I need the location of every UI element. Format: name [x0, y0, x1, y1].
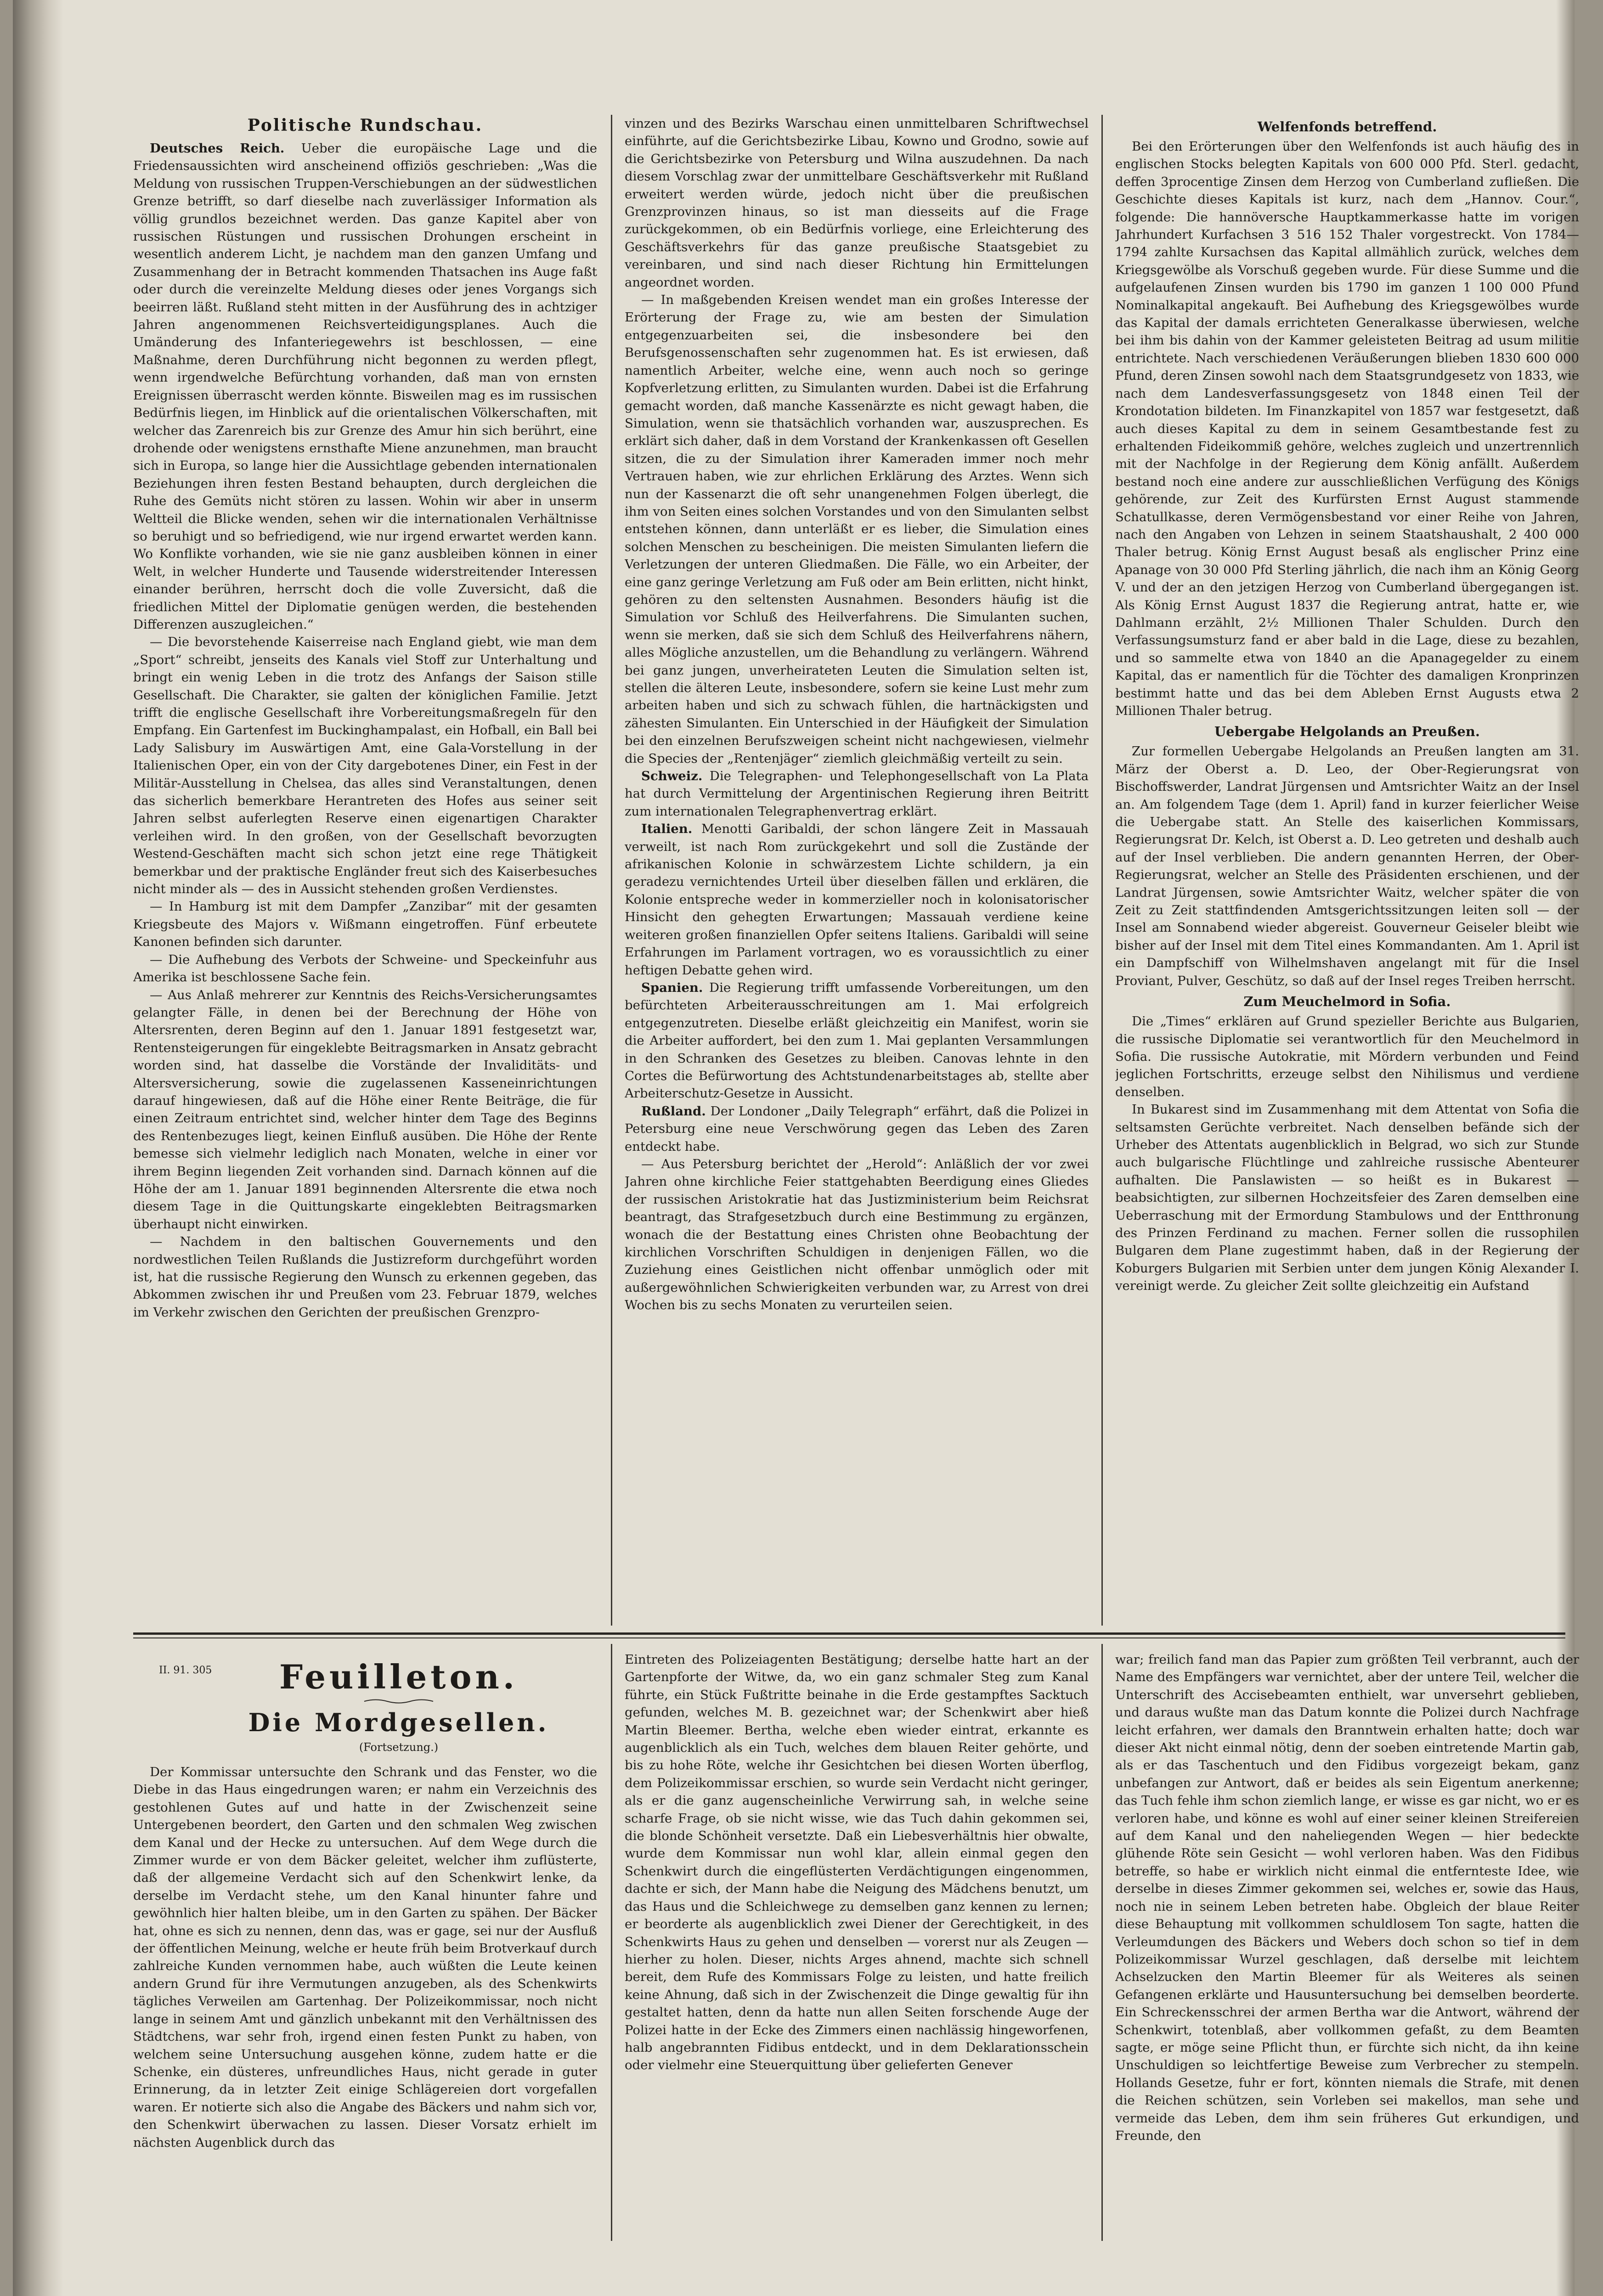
feuilleton-column-2	[625, 1651, 1089, 2225]
column-politics	[133, 115, 597, 1623]
column-divider	[1101, 1644, 1103, 2241]
paragraph	[625, 1103, 1089, 1155]
paragraph: — In Hamburg ist mit dem Dampfer „Zanzibar“ mit der gesamten Kriegsbeute des Majors v. Wißmann eingetroffen. Fünf erbeutete Kanonen befinden sich darunter.	[133, 899, 597, 950]
region-lead: Deutsches Reich.	[150, 141, 285, 156]
paragraph	[625, 979, 1089, 1103]
feuilleton-title: Feuilleton.	[279, 1657, 518, 1696]
paragraph-text: Die Telegraphen- und Telephongesellschaft von La Plata hat durch Vermittelung der Argentinischen Regierung ihren Beitritt zum internationalen Telegraphenvertrag erklärt.	[625, 769, 1089, 819]
paragraph: — Aus Petersburg berichtet der „Herold“: Anläßlich der vor zwei Jahren ohne kirchliche Feier stattgehabten Beerdigung eines Gliedes der russischen Aristokratie hat das Justizministerium beim Reichsrat beantragt, das Strafgesetzbuch durch eine Bestimmung zu ergänzen, wonach die der Bestattung eines Christen ohne Beobachtung der kirchlichen Vorschriften Schuldigen in denjenigen Fällen, wo die Zuziehung eines Geistlichen nicht offenbar unmöglich oder mit außergewöhnlichen Schwierigkeiten verbunden war, zu Arrest von drei Wochen bis zu sechs Monaten zu verurteilen seien.	[625, 1156, 1089, 1313]
section-heading-helgoland: Uebergabe Helgolands an Preußen.	[1214, 724, 1480, 740]
paragraph: — Aus Anlaß mehrerer zur Kenntnis des Reichs-Versicherungsamtes gelangter Fälle, in denen bei der Berechnung der Höhe von Altersrenten, deren Beginn auf den 1. Januar 1891 festgesetzt war, Rentensteigerungen für eingeklebte Beitragsmarken in Ansatz gebracht worden sind, hat dasselbe die Vorstände der Invaliditäts- und Altersversicherung, sowie die zugelassenen Kasseneinrichtungen darauf hingewiesen, daß auf die Höhe einer Rente Beiträge, die für einen Zeitraum entrichtet sind, welcher hinter dem Tage des Beginns des Rentenbezuges liegt, keinen Einfluß ausüben. Die Höhe der Rente bemesse sich vielmehr lediglich nach Monaten, welche in einer vor ihrem Beginn liegenden Zeit vorhanden sind. Darnach können auf die Höhe der am 1. Januar 1891 beginnenden Altersrente die etwa noch diesem Tage in die Quittungskarte eingeklebten Beitragsmarken überhaupt nicht einwirken.	[133, 987, 597, 1232]
column-politics-continued	[625, 115, 1089, 1623]
region-lead: Italien.	[641, 822, 693, 837]
column-divider	[611, 115, 612, 1626]
column-divider	[611, 1644, 612, 2241]
paragraph: In Bukarest sind im Zusammenhang mit dem Attentat von Sofia die seltsamsten Gerüchte verbreitet. Nach denselben befände sich der Urheber des Attentats augenblicklich in Belgrad, wo sich zur Stunde auch bulgarische Flüchtlinge und zahlreiche russische Abenteurer aufhalten. Die Panslawisten — so heißt es in Bukarest — beabsichtigten, zur silbernen Hochzeitsfeier des Zaren demselben eine Ueberraschung mit der Ermordung Stambulows und der Entthronung des Prinzen Ferdinand zu machen. Ferner sollen die russophilen Bulgaren dem Plane zugestimmt haben, daß in der Regierung der Koburgers Bulgarien mit Serbien unter dem jungen König Alexander I. vereinigt werde. Zu gleicher Zeit sollte gleichzeitig ein Aufstand	[1115, 1102, 1579, 1294]
paragraph: vinzen und des Bezirks Warschau einen unmittelbaren Schriftwechsel einführte, auf die Gerichtsbezirke Libau, Kowno und Grodno, sowie auf die Gerichtsbezirke von Petersburg und Wilna auszudehnen. Da nach diesem Vorschlag zwar der unmittelbare Geschäftsverkehr mit Rußland erweitert werden würde, jedoch nicht über die preußischen Grenzprovinzen hinaus, so ist man diesseits auf die Frage zurückgekommen, ob ein Bedürfnis vorliege, eine Erleichterung des Geschäftsverkehrs für das ganze preußische Staatsgebiet zu vereinbaren, und sind nach dieser Richtung hin Ermittelungen angeordnet worden.	[625, 116, 1089, 290]
newspaper-page	[13, 0, 1579, 2296]
paragraph: — Nachdem in den baltischen Gouvernements und den nordwestlichen Teilen Rußlands die Justizreform durchgeführt worden ist, hat die russische Regierung den Wunsch zu erkennen gegeben, das Abkommen zwischen ihr und Preußen vom 23. Februar 1879, welches im Verkehr zwischen den Gerichten der preußischen Grenzpro-	[133, 1234, 597, 1320]
paragraph-text: Ueber die europäische Lage und die Friedensaussichten wird anscheinend offiziös geschrieben: „Was die Meldung von russischen Truppen-Verschiebungen an der südwestlichen Grenze betrifft, so darf dieselbe nach zuverlässiger Information als völlig grundlos bezeichnet werden. Das ganze Kapitel aber von russischen Rüstungen und russischen Drohungen erscheint in wesentlich anderem Licht, je nachdem man den ganzen Umfang und Zusammenhang der in Betracht kommenden Thatsachen ins Auge faßt oder durch die vereinzelte Meldung dieses oder jenes Vorgangs sich beeirren läßt. Rußland steht mitten in der Ausführung des in achtziger Jahren angenommenen Reichsverteidigungsplanes. Auch die Umänderung des Infanteriegewehrs ist beschlossen, — eine Maßnahme, deren Durchführung nicht begonnen zu werden pflegt, wenn irgendwelche Befürchtung vorhanden, daß man von ernsten Ereignissen überrascht werden könnte. Bisweilen mag es im russischen Bedürfnis liegen, im Hinblick auf die orientalischen Völkerschaften, mit welcher das Zarenreich bis zur Grenze des Amur hin sich berührt, eine drohende oder wenigstens ernsthafte Miene anzunehmen, man braucht sich in Europa, so lange hier die Aussichtlage gebenden internationalen Beziehungen ihren festen Bestand behaupten, durch dergleichen die Ruhe des Gemüts nicht stören zu lassen. Wohin wir aber in unserm Weltteil die Blicke wenden, sehen wir die internationalen Verhältnisse so beruhigt und so befriedigend, wie nur irgend erwartet werden kann. Wo Konflikte vorhanden, wie sie nie ganz ausbleiben können in einer Welt, in welcher Hunderte und Tausende widerstreitender Interessen einander berühren, herrscht doch die volle Zuversicht, daß die friedlichen Mittel der Diplomatie genügen werden, die bestehenden Differenzen auszugleichen.“	[133, 141, 597, 632]
paragraph: — Die bevorstehende Kaiserreise nach England giebt, wie man dem „Sport“ schreibt, jenseits des Kanals viel Stoff zur Unterhaltung und bringt ein wenig Leben in die trotz des Anfangs der Saison stille Gesellschaft. Die Charakter, sie galten der königlichen Familie. Jetzt trifft die englische Gesellschaft ihre Vorbereitungsmaßregeln für den Empfang. Ein Gartenfest im Buckinghampalast, ein Hofball, ein Ball bei Lady Salisbury im Auswärtigen Amt, eine Gala-Vorstellung in der Italienischen Oper, ein von der City dargebotenes Diner, ein Fest in der Militär-Ausstellung in Chelsea, das alles sind Veranstaltungen, denen das sicherlich bemerkbare Herantreten des Hofes aus seiner seit Jahren selbst auferlegten Reserve einen eigenartigen Charakter verleihen wird. In den großen, von der Gesellschaft bevorzugten Westend-Geschäften macht sich schon jetzt eine rege Thätigkeit bemerkbar und der praktische Engländer freut sich des Kaiserbesuches nicht minder als — des in Aussicht stehenden großen Verdienstes.	[133, 635, 597, 897]
region-lead: Spanien.	[641, 980, 703, 995]
paragraph-text: Der Londoner „Daily Telegraph“ erfährt, daß die Polizei in Petersburg eine neue Verschwörung gegen das Leben des Zaren entdeckt habe.	[625, 1103, 1089, 1154]
paragraph	[133, 140, 597, 633]
paragraph: Eintreten des Polizeiagenten Bestätigung; derselbe hatte hart an der Gartenpforte der Witwe, da, wo ein ganz schmaler Steg zum Kanal führte, ein Stück Fußtritte beinahe in die Erde gestampftes Sacktuch gefunden, welches M. B. gezeichnet war; der Schenkwirt aber hieß Martin Bleemer. Bertha, welche eben wieder eintrat, erkannte es augenblicklich als ein Tuch, welches dem blauen Reiter gehörte, und bis zu hohe Röte, welche ihr Gesichtchen bei diesen Worten überflog, dem Polizeikommissar erschien, so wurde sein Verdacht nicht geringer, als er die ganz augenscheinliche Verwirrung sah, in welche seine scharfe Frage, ob sie nicht wisse, wie das Tuch dahin gekommen sei, die blonde Schönheit versetzte. Daß ein Liebesverhältnis hier obwalte, wurde dem Kommissar nun wohl klar, allein einmal gegen den Schenkwirt durch die eingeflüsterten Verdächtigungen eingenommen, dachte er sich, der Mann habe die Neigung des Mädchens benutzt, um das Haus und die Schleichwege zu demselben ganz kennen zu lernen; er beorderte als augenblicklich zwei Diener der Gerechtigkeit, in des Schenkwirts Haus zu gehen und denselben — vorerst nur als Zeugen — hierher zu holen. Dieser, nichts Arges ahnend, machte sich schnell bereit, dem Rufe des Kommissars Folge zu leisten, und hatte freilich keine Ahnung, daß sich in der Zwischenzeit die Dinge gewaltig für ihn gestaltet hatten, denn da hatte nun allen Seiten forschende Auge der Polizei hatte in der Ecke des Zimmers einen nachlässig hingeworfenen, halb angebrannten Fidibus entdeckt, und in dem Deklarationsschein oder vielmehr eine Steuerquittung über gelieferten Genever	[625, 1652, 1089, 2073]
section-heading-sofia: Zum Meuchelmord in Sofia.	[1243, 994, 1451, 1010]
feuilleton-separator	[133, 1632, 1565, 1635]
story-title: Die Mordgesellen.	[248, 1708, 549, 1737]
region-lead: Rußland.	[641, 1103, 706, 1119]
paragraph: Die „Times“ erklären auf Grund spezieller Berichte aus Bulgarien, die russische Diplomatie sei verantwortlich für den Meuchelmord in Sofia. Die russische Autokratie, mit Mördern verbunden und Feind jeglichen Fortschritts, erzeuge selbst den Nihilismus und verdiene denselben.	[1115, 1014, 1579, 1099]
section-heading-welfenfonds: Welfenfonds betreffend.	[1257, 119, 1437, 135]
feuilleton-column-3	[1115, 1651, 1579, 2225]
paragraph	[625, 820, 1089, 979]
region-lead: Schweiz.	[641, 769, 703, 784]
paragraph: Zur formellen Uebergabe Helgolands an Preußen langten am 31. März der Oberst a. D. Leo, der Ober-Regierungsrat von Bischoffswerder, Landrat Jürgensen und Amtsrichter Waitz an der Insel an. Am folgendem Tage (dem 1. April) fand in kurzer feierlicher Weise die Uebergabe statt. An Stelle des kaiserlichen Kommissars, Regierungsrat Dr. Kelch, ist Oberst a. D. Leo getreten und deshalb auch auf der Insel verblieben. Die andern genannten Herren, der Ober-Regierungsrat, welcher an Stelle des Präsidenten erschienen, und der Landrat Jürgensen, sowie Amtsrichter Waitz, welcher später die von Zeit zu Zeit stattfindenden Amtsgerichtssitzungen leiten soll — der Insel am Sonnabend wieder abgereist. Gouverneur Geiseler bleibt wie bisher auf der Insel mit dem Titel eines Kommandanten. Am 1. April ist ein Dampfschiff von Wilhelmshaven angelangt mit für die Insel Proviant, Pulver, Geschütz, so daß auf der Insel reges Treiben herrscht.	[1115, 744, 1579, 988]
column-divider	[1101, 115, 1103, 1626]
feuilleton-column-1	[133, 1763, 597, 2223]
paragraph	[625, 767, 1089, 820]
continuation-note: (Fortsetzung.)	[359, 1741, 439, 1754]
binding-edge	[13, 0, 63, 2296]
paragraph: Der Kommissar untersuchte den Schrank und das Fenster, wo die Diebe in das Haus eingedrungen waren; er nahm ein Verzeichnis des gestohlenen Gutes auf und hatte in der Zwischenzeit seine Untergebenen beordert, den Garten und den schmalen Weg zwischen dem Kanal und der Hecke zu untersuchen. Auf dem Wege durch die Zimmer wurde er von dem Bäcker geleitet, welcher ihm zuflüsterte, daß der allgemeine Verdacht sich auf den Schenkwirt lenke, da derselbe im Verdacht stehe, um den Kanal hinunter fahre und gewöhnlich hier halten bleibe, um in den Garten zu spähen. Der Bäcker hat, ohne es sich zu nennen, denn das, was er gage, sei nur der Ausfluß der öffentlichen Meinung, welche er heute früh beim Brotverkauf durch zahlreiche Kunden vernommen habe, auch wüßten die Leute keinen andern Grund für ihre Vermutungen anzugeben, als des Schenkwirts tägliches Verweilen am Gartenhag. Der Polizeikommissar, noch nicht lange in seinem Amt und gänzlich unbekannt mit den Verhältnissen des Städtchens, war sehr froh, irgend einen festen Punkt zu haben, von welchem seine Untersuchung ausgehen könne, zudem hatte er die Schenke, ein düsteres, unfreundliches Haus, nicht gerade in guter Erinnerung, da in letzter Zeit einige Schlägereien dort vorgefallen waren. Er notierte sich also die Angabe des Bäckers und nahm sich vor, den Schenkwirt überwachen zu lassen. Dieser Vorsatz erhielt im nächsten Augenblick durch das	[133, 1765, 597, 2150]
column-reports	[1115, 115, 1579, 1623]
paragraph: war; freilich fand man das Papier zum größten Teil verbrannt, auch der Name des Empfängers war vernichtet, aber der untere Teil, welcher die Unterschrift des Accisebeamten enthielt, war unversehrt geblieben, und daraus wußte man das Datum konnte die Polizei durch Nachfrage leicht erfahren, wer damals den Branntwein erhalten hatte; doch war dieser Akt nicht einmal nötig, denn der soeben eintretende Martin gab, als er das Taschentuch und den Fidibus vorgezeigt bekam, ganz unbefangen zur Antwort, daß er beides als sein Eigentum anerkenne; das Tuch fehle ihm schon ziemlich lange, er wisse es gar nicht, wo er es verloren habe, und könne es wohl auf einer seiner kleinen Streifereien auf dem Kanal und den naheliegenden Wegen — hier bedeckte glühende Röte sein Gesicht — wohl verloren haben. Was den Fidibus betreffe, so habe er wirklich nicht einmal die entfernteste Idee, wie derselbe in dieses Zimmer gekommen sei, welches er, sowie das Haus, noch nie in seinem Leben betreten habe. Obgleich der blaue Reiter diese Behauptung mit vollkommen schuldlosem Ton sagte, hatten die Verleumdungen des Bäckers und Webers doch schon so tief in dem Polizeikommissar Wurzel geschlagen, daß derselbe mit leichtem Achselzucken den Martin Bleemer für als Weiteres als seinen Gefangenen erklärte und Hausuntersuchung bei demselben beorderte. Ein Schreckensschrei der armen Bertha war die Antwort, während der Schenkwirt, totenblaß, aber vollkommen gefaßt, zu dem Beamten sagte, er möge seine Pflicht thun, er fürchte sich nicht, da ihn keine Unschuldigen so leichtfertige Beweise zum Verbrecher zu stempeln. Hollands Gesetze, fuhr er fort, könnten niemals die Strafe, mit denen die Reichen schützen, sein Vorleben sei makellos, man sehe und vermeide das Leben, dem ihm sein früheres Gut erkundigen, und Freunde, den	[1115, 1652, 1579, 2143]
paragraph: — Die Aufhebung des Verbots der Schweine- und Speckeinfuhr aus Amerika ist beschlossene Sache fein.	[133, 952, 597, 985]
paragraph-text: Die Regierung trifft umfassende Vorbereitungen, um den befürchteten Arbeiterausschreitungen am 1. Mai erfolgreich entgegenzutreten. Dieselbe erläßt gleichzeitig ein Manifest, worin sie die Arbeiter auffordert, bei den zum 1. Mai geplanten Versammlungen in den Schranken des Gesetzes zu bleiben. Canovas lehnte in den Cortes die Befürwortung des Achtstundenarbeitstages ab, stellte aber Arbeiterschutz-Gesetze in Aussicht.	[625, 980, 1089, 1101]
paragraph: — In maßgebenden Kreisen wendet man ein großes Interesse der Erörterung der Frage zu, wie am besten der Simulation entgegenzuarbeiten sei, die insbesondere bei den Berufsgenossenschaften sehr zugenommen hat. Es ist erwiesen, daß namentlich Arbeiter, welche eine, wenn auch noch so geringe Kopfverletzung erlitten, zu Simulanten wurden. Dabei ist die Erfahrung gemacht worden, daß manche Kassenärzte es nicht gewagt haben, die Simulation, wenn sie thatsächlich vorhanden war, auszusprechen. Es erklärt sich daher, daß in dem Vorstand der Krankenkassen oft Gesellen sitzen, die zu der Simulation ihrer Kameraden immer noch mehr Vertrauen haben, wie zur ehrlichen Erklärung des Arztes. Wenn sich nun der Kassenarzt die oft sehr unangenehmen Folgen überlegt, die ihm von Seiten eines solchen Vorstandes und von den Simulanten selbst entstehen können, dann unterläßt er es lieber, die Simulation eines solchen Menschen zu bescheinigen. Die meisten Simulanten liefern die Verletzungen der unteren Gliedmaßen. Die Fälle, wo ein Arbeiter, der eine ganz geringe Verletzung am Fuß oder am Bein erlitten, nicht hinkt, gehören zu den seltensten Ausnahmen. Besonders häufig ist die Simulation vor Schluß des Heilverfahrens. Die Simulanten suchen, wenn sie merken, daß sie sich dem Schluß des Heilverfahrens nähern, alles Mögliche anzustellen, um die Behandlung zu verlängern. Während bei ganz jungen, unverheirateten Leuten die Simulation selten ist, stellen die älteren Leute, insbesondere, sofern sie keine Lust mehr zum arbeiten haben und sich zu schwach fühlen, die hartnäckigsten und zähesten Simulanten. Ein Unterschied in der Häufigkeit der Simulation bei den einzelnen Berufszweigen scheint nicht nachgewiesen, vielmehr die Species der „Rentenjäger“ ziemlich gleichmäßig verteilt zu sein.	[625, 293, 1089, 766]
paragraph: Bei den Erörterungen über den Welfenfonds ist auch häufig des in englischen Stocks belegten Kapitals von 600 000 Pfd. Sterl. gedacht, deffen 3procentige Zinsen dem Herzog von Cumberland zufließen. Die Geschichte dieses Kapitals ist kurz, nach dem „Hannov. Cour.“, folgende: Die hannöversche Hauptkammerkasse hatte im vorigen Jahrhundert Kurfachsen 3 516 152 Thaler vorgestreckt. Von 1784—1794 zahlte Kursachsen das Kapital allmählich zurück, welches dem Kriegsgewölbe als Vorschuß gegeben wurde. Für diese Summe und die aufgelaufenen Zinsen wurden bis 1790 im ganzen 1 100 000 Pfund Nominalkapital angekauft. Bei Aufhebung des Kriegsgewölbes wurde das Kapital der damals errichteten Generalkasse überwiesen, welche bei ihm bis dahin von der Kammer geleisteten Beitrag ad usum militie entrichtete. Nach verschiedenen Veräußerungen blieben 1830 600 000 Pfund, deren Zinsen sowohl nach dem Staatsgrundgesetz von 1833, wie nach dem Landesverfassungsgesetz von 1848 einen Teil der Krondotation bildeten. Im Finanzkapitel von 1857 war festgesetzt, daß auch dieses Kapital zu dem in seinem Gesamtbestande fest zu erhaltenden Fideikommiß gehöre, welches zugleich und unzertrennlich mit der Nachfolge in der Regierung dem König anfällt. Außerdem bestand noch eine andere zur ausschließlichen Verfügung des Königs gehörende, zur Zeit des Kurfürsten Ernst August stammende Schatullkasse, deren Vermögensbestand vor einer Reihe von Jahren, nach den Angaben von Lehzen in seinem Staatshaushalt, 2 400 000 Thaler betrug. König Ernst August besaß als englischer Prinz eine Apanage von 30 000 Pfd Sterling jährlich, die nach ihm an König Georg V. und der an den jetzigen Herzog von Cumberland übergegangen ist. Als König Ernst August 1837 die Regierung antrat, hatte er, wie Dahlmann erzählt, 2½ Millionen Thaler Schulden. Durch den Verfassungsumsturz fand er aber bald in die Lage, diese zu bezahlen, und so sammelte etwa von 1840 an die Apanagegelder zu einem Kapital, das er namentlich für die Töchter des damaligen Kronprinzen bestimmt hatte und das bei dem Ableben Ernst Augusts etwa 2 Millionen Thaler betrug.	[1115, 139, 1579, 718]
section-heading-politics: Politische Rundschau.	[247, 116, 483, 135]
ornament-divider	[362, 1698, 435, 1705]
paragraph-text: Menotti Garibaldi, der schon längere Zeit in Massauah verweilt, ist nach Rom zurückgekehrt und soll die Zustände der afrikanischen Kolonie in schwärzestem Lichte schildern, ja ein geradezu vernichtendes Urteil über dieselben fällen und erklären, die Kolonie entspreche weder in kommerzieller noch in kolonisatorischer Hinsicht den gehegten Erwartungen; Massauah verdiene keine weiteren großen finanziellen Opfer seitens Italiens. Garibaldi will seine Erfahrungen im Parlament vortragen, wo es voraussichtlich zu einer heftigen Debatte gehen wird.	[625, 822, 1089, 978]
issue-mark: II. 91. 305	[159, 1665, 212, 1676]
